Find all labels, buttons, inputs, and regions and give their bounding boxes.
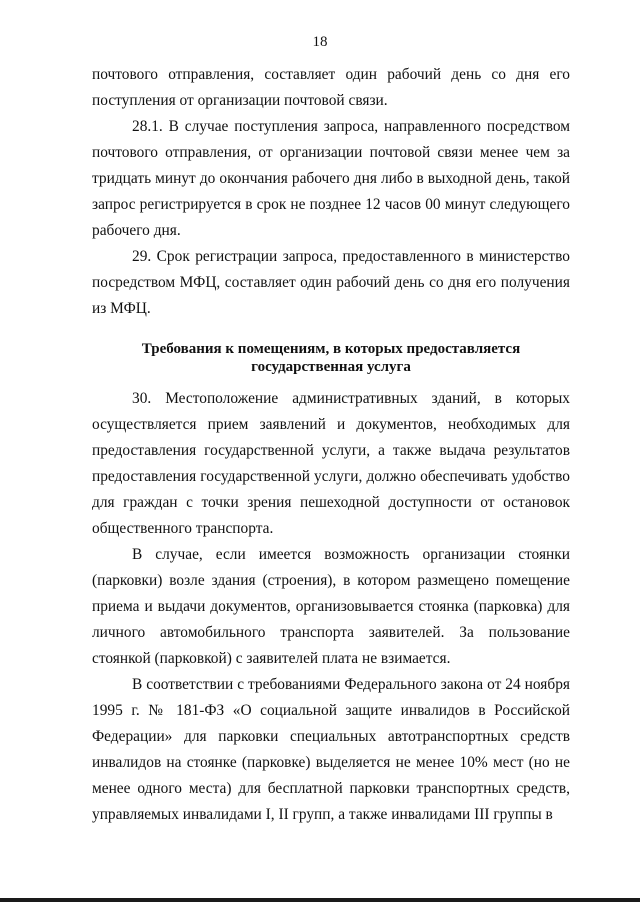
section-heading: [92, 340, 570, 376]
paragraph-federal-law: В соответствии с требованиями Федерального закона от 24 ноября 1995 г. № 181-ФЗ «О социальной защите инвалидов в Российской Федерации» для парковки специальных автотранспортных средств инвалидов на стоянке (парковке) выделяется не менее 10% мест (но не менее одного места) для бесплатной парковки транспортных средств, управляемых инвалидами I, II групп, а также инвалидами III группы в: [92, 676, 570, 823]
paragraph-28-1: 28.1. В случае поступления запроса, направленного посредством почтового отправления, от организации почтовой связи менее чем за тридцать минут до окончания рабочего дня либо в выходной день, такой запрос регистрируется в срок не позднее 12 часов 00 минут следующего рабочего дня.: [92, 118, 570, 239]
paragraph-30: 30. Местоположение административных зданий, в которых осуществляется прием заявлений и документов, необходимых для предоставления государственной услуги, а также выдача результатов предоставления государственной услуги, должно обеспечивать удобство для граждан с точки зрения пешеходной доступности от остановок общественного транспорта.: [92, 390, 570, 537]
bottom-scan-edge: [0, 898, 640, 902]
document-body: [92, 62, 570, 828]
paragraph-parking: В случае, если имеется возможность организации стоянки (парковки) возле здания (строения), в котором размещено помещение приема и выдачи документов, организовывается стоянка (парковка) для личного автомобильного транспорта заявителей. За пользование стоянкой (парковкой) с заявителей плата не взимается.: [92, 546, 570, 667]
page-number: 18: [312, 34, 328, 50]
paragraph-29: 29. Срок регистрации запроса, предоставленного в министерство посредством МФЦ, составляет один рабочий день со дня его получения из МФЦ.: [92, 248, 570, 317]
section-heading-line-2: государственная услуга: [251, 359, 411, 375]
paragraph-continuation: почтового отправления, составляет один рабочий день со дня его поступления от организации почтовой связи.: [92, 66, 570, 109]
section-heading-line-1: Требования к помещениям, в которых предоставляется: [141, 341, 521, 357]
